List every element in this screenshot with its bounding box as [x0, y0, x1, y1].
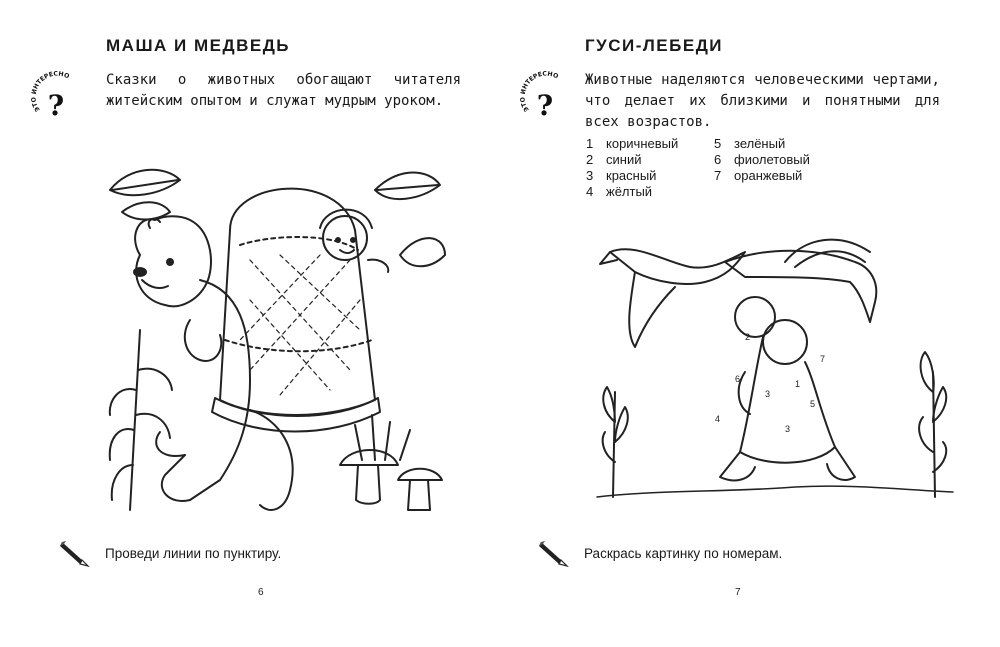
legend-item: 4 жёлтый [586, 184, 653, 199]
color-legend [586, 136, 854, 200]
leaf-icon [110, 170, 180, 195]
svg-text:7: 7 [820, 354, 826, 364]
svg-text:2: 2 [745, 332, 751, 342]
goose-icon [610, 249, 745, 284]
masha-and-bear-illustration [100, 160, 450, 530]
pencil-icon [58, 538, 92, 568]
pencil-icon [537, 538, 571, 568]
bear-body [162, 280, 250, 501]
task-row [58, 538, 281, 568]
badge-text: ЭТО ИНТЕРЕСНО [30, 70, 71, 113]
page-number: 6 [258, 587, 264, 598]
basket [220, 189, 375, 415]
right-page [500, 0, 1000, 647]
legend-item: 5 зелёный [714, 136, 786, 151]
question-badge-icon [519, 70, 573, 124]
task-row [537, 538, 782, 568]
mushroom-icon [398, 469, 442, 510]
svg-text:?: ? [47, 89, 65, 122]
leaf-icon [400, 238, 445, 266]
svg-text:6: 6 [735, 374, 741, 384]
page-title: ГУСИ-ЛЕБЕДИ [585, 36, 724, 55]
page-title: МАША И МЕДВЕДЬ [106, 36, 291, 55]
intro-text: Сказки о животных обогащают читателя житейским опытом и служат мудрым уроком. [106, 72, 461, 109]
svg-text:4: 4 [715, 414, 721, 424]
intro-text: Животные наделяются человеческими чертами, что делает их близкими и понятными для всех возрастов. [585, 72, 940, 130]
legend-item: 3 красный [586, 168, 657, 183]
boy-head [735, 297, 775, 337]
legend-item: 7 оранжевый [714, 168, 803, 183]
svg-text:1: 1 [795, 379, 801, 389]
svg-text:3: 3 [765, 389, 771, 399]
page-number: 7 [735, 587, 741, 598]
goose-icon [725, 251, 876, 322]
mushroom-icon [340, 450, 398, 504]
question-badge-icon [30, 70, 84, 124]
badge-text: ЭТО ИНТЕРЕСНО [519, 70, 560, 113]
svg-text:?: ? [536, 89, 554, 122]
legend-item: 6 фиолетовый [714, 152, 810, 167]
legend-item: 2 синий [586, 152, 642, 167]
task-text: Раскрась картинку по номерам. [584, 545, 783, 561]
legend-item: 1 коричневый [586, 136, 679, 151]
geese-swans-illustration [595, 222, 955, 502]
svg-text:3: 3 [785, 424, 791, 434]
svg-text:5: 5 [810, 399, 816, 409]
task-text: Проведи линии по пунктиру. [105, 545, 282, 561]
masha-head [763, 320, 807, 364]
